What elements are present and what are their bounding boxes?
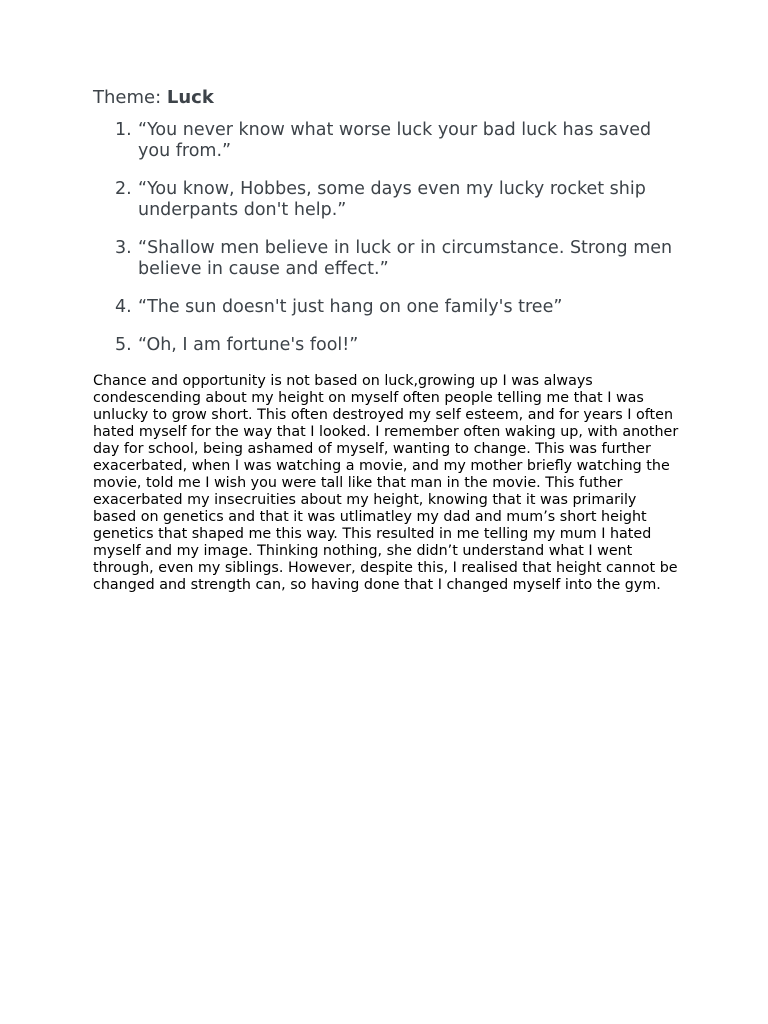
- quote-text: “You know, Hobbes, some days even my lucky rocket ship underpants don't help.”: [138, 179, 646, 220]
- quote-text: “Shallow men believe in luck or in circumstance. Strong men believe in cause and effect.”: [138, 238, 673, 279]
- quote-text: “Oh, I am fortune's fool!”: [138, 335, 359, 355]
- quote-item: [93, 335, 683, 356]
- quote-item: [93, 120, 683, 162]
- quote-number: 3.: [115, 238, 132, 258]
- quote-text: “You never know what worse luck your bad luck has saved you from.”: [138, 120, 652, 161]
- theme-heading: [93, 84, 683, 112]
- quote-item: [93, 179, 683, 221]
- theme-value: Luck: [166, 87, 214, 108]
- quote-number: 5.: [115, 335, 132, 355]
- quote-list: [93, 120, 683, 356]
- quote-number: 4.: [115, 297, 132, 317]
- document-page: [93, 84, 683, 594]
- body-paragraph: Chance and opportunity is not based on luck,growing up I was always condescending about my height on myself often people telling me that I was unlucky to grow short. This often destroyed my self esteem, and for years I often hated myself for the way that I looked. I remember often waking up, with another day for school, being ashamed of myself, wanting to change. This was further exacerbated, when I was watching a movie, and my mother briefly watching the movie, told me I wish you were tall like that man in the movie. This futher exacerbated my insecruities about my height, knowing that it was primarily based on genetics and that it was utlimatley my dad and mum’s short height genetics that shaped me this way. This resulted in me telling my mum I hated myself and my image. Thinking nothing, she didn’t understand what I went through, even my siblings. However, despite this, I realised that height cannot be changed and strength can, so having done that I changed myself into the gym.: [93, 373, 679, 593]
- quote-item: [93, 297, 683, 318]
- quote-item: [93, 238, 683, 280]
- quote-number: 2.: [115, 179, 132, 199]
- quote-text: “The sun doesn't just hang on one family's tree”: [138, 297, 563, 317]
- quote-number: 1.: [115, 120, 132, 140]
- theme-label: Theme:: [93, 87, 167, 108]
